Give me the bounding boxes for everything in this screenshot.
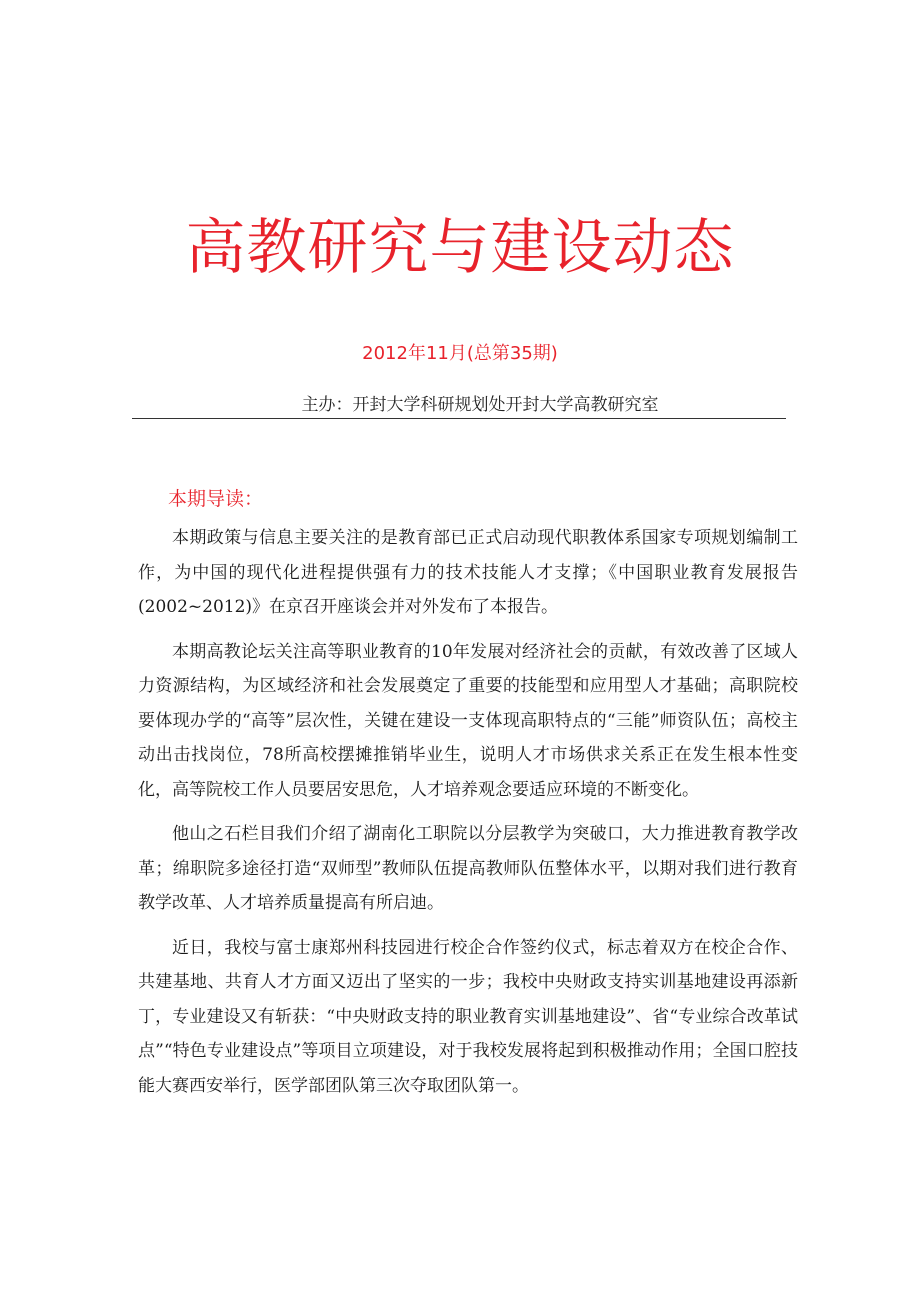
guide-paragraph-other-schools: 他山之石栏目我们介绍了湖南化工职院以分层教学为突破口，大力推进教育教学改革；绵职院多途径打造“双师型”教师队伍提高教师队伍整体水平，以期对我们进行教育教学改革、人才培养质量提高有所启迪。	[138, 824, 798, 913]
guide-paragraph-forum: 本期高教论坛关注高等职业教育的10年发展对经济社会的贡献，有效改善了区域人力资源结构，为区域经济和社会发展奠定了重要的技能型和应用型人才基础；高职院校要体现办学的“高等”层次性，关键在建设一支体现高职特点的“三能”师资队伍；高校主动出击找岗位，78所高校摆摊推销毕业生，说明人才市场供求关系正在发生根本性变化，高等院校工作人员要居安思危，人才培养观念要适应环境的不断变化。	[138, 641, 798, 800]
header-divider	[132, 418, 786, 419]
guide-body	[138, 521, 798, 1113]
guide-paragraph-campus-news: 近日，我校与富士康郑州科技园进行校企合作签约仪式，标志着双方在校企合作、共建基地、共育人才方面又迈出了坚实的一步；我校中央财政支持实训基地建设再添新丁，专业建设又有斩获：“中央财政支持的职业教育实训基地建设”、省“专业综合改革试点”“特色专业建设点”等项目立项建设，对于我校发展将起到积极推动作用；全国口腔技能大赛西安举行，医学部团队第三次夺取团队第一。	[138, 937, 798, 1096]
sponsor-line: 主办：开封大学科研规划处开封大学高教研究室	[301, 395, 659, 415]
newsletter-title: 高教研究与建设动态	[185, 213, 735, 283]
guide-heading: 本期导读：	[168, 488, 264, 510]
issue-info: 2012年11月(总第35期)	[362, 343, 558, 364]
guide-paragraph-policy: 本期政策与信息主要关注的是教育部已正式启动现代职教体系国家专项规划编制工作，为中国的现代化进程提供强有力的技术技能人才支撑；《中国职业教育发展报告(2002~2012)》在京召开座谈会并对外发布了本报告。	[138, 528, 798, 617]
